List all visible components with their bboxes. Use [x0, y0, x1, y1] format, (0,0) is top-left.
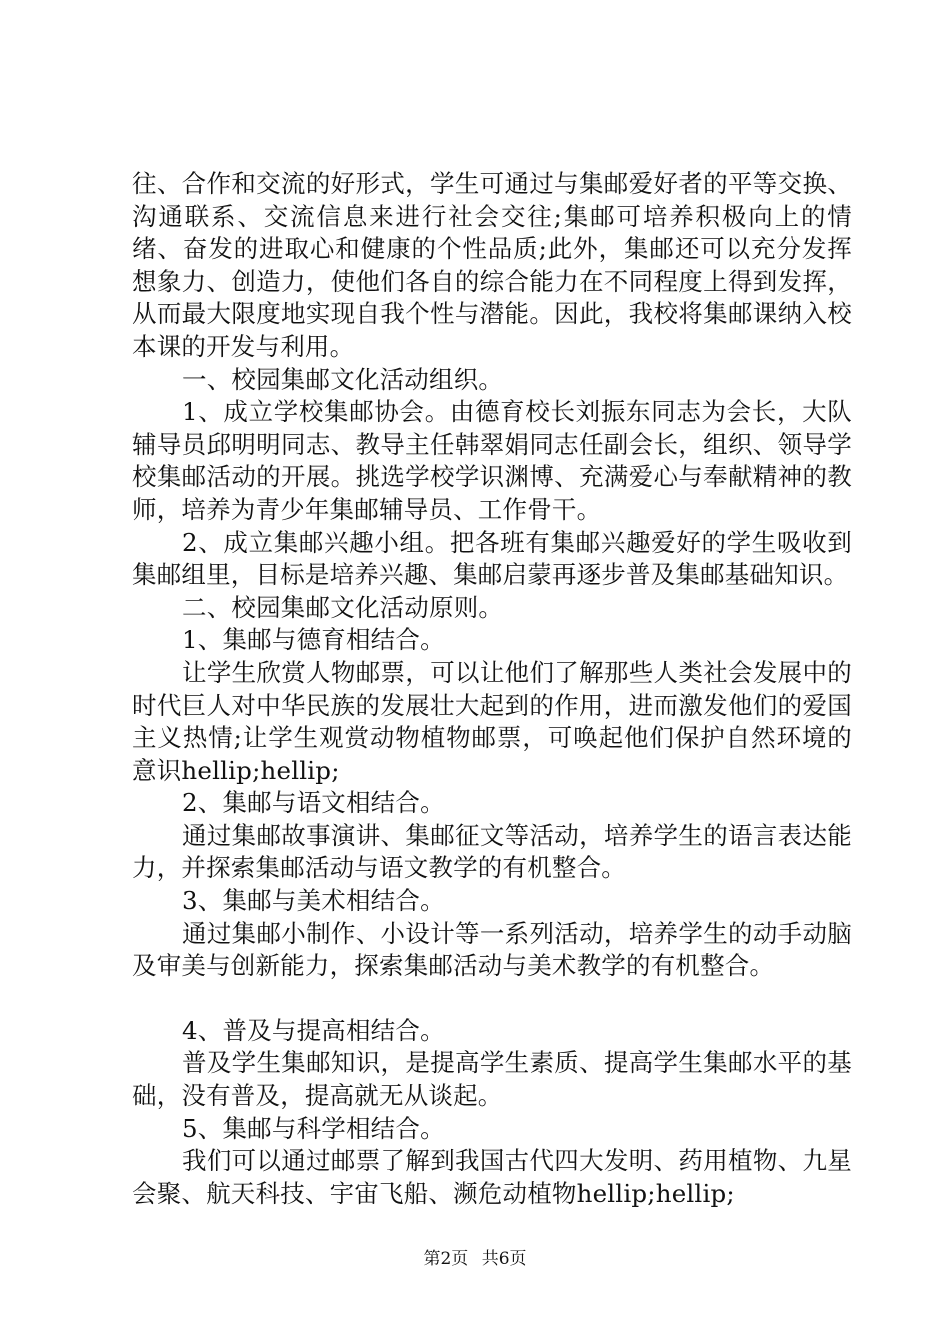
document-body	[132, 168, 852, 1210]
page-number-total: 共6页	[481, 1249, 527, 1269]
subheading-chinese: 2、集邮与语文相结合。	[182, 788, 445, 818]
paragraph-science: 我们可以通过邮票了解到我国古代四大发明、药用植物、九星会聚、航天科技、宇宙飞船、濒危动植物hellip;hellip;	[132, 1146, 852, 1208]
page-footer	[0, 1244, 950, 1269]
subheading-science: 5、集邮与科学相结合。	[182, 1113, 445, 1143]
paragraph-popularize: 普及学生集邮知识，是提高学生素质、提高学生集邮水平的基础，没有普及，提高就无从谈起。	[132, 1048, 852, 1111]
section-heading-principles: 二、校园集邮文化活动原则。	[182, 592, 504, 622]
subheading-popularize: 4、普及与提高相结合。	[182, 1015, 445, 1045]
section-heading-organization: 一、校园集邮文化活动组织。	[182, 364, 504, 394]
subheading-art: 3、集邮与美术相结合。	[182, 886, 445, 916]
paragraph-art: 通过集邮小制作、小设计等一系列活动，培养学生的动手动脑及审美与创新能力，探索集邮活动与美术教学的有机整合。	[132, 918, 852, 981]
page-number-current: 第2页	[423, 1249, 469, 1269]
subheading-moral: 1、集邮与德育相结合。	[182, 625, 445, 655]
paragraph-moral: 让学生欣赏人物邮票，可以让他们了解那些人类社会发展中的时代巨人对中华民族的发展壮大起到的作用，进而激发他们的爱国主义热情;让学生观赏动物植物邮票，可唤起他们保护自然环境的意识hellip;hellip;	[132, 657, 852, 785]
paragraph-association: 1、成立学校集邮协会。由德育校长刘振东同志为会长，大队辅导员邱明明同志、教导主任韩翠娟同志任副会长，组织、领导学校集邮活动的开展。挑选学校学识渊博、充满爱心与奉献精神的教师，培养为青少年集邮辅导员、工作骨干。	[132, 397, 852, 524]
paragraph-continuation: 往、合作和交流的好形式，学生可通过与集邮爱好者的平等交换、沟通联系、交流信息来进行社会交往;集邮可培养积极向上的情绪、奋发的进取心和健康的个性品质;此外，集邮还可以充分发挥想象力、创造力，使他们各自的综合能力在不同程度上得到发挥，从而最大限度地实现自我个性与潜能。因此，我校将集邮课纳入校本课的开发与利用。	[132, 169, 852, 361]
paragraph-chinese: 通过集邮故事演讲、集邮征文等活动，培养学生的语言表达能力，并探索集邮活动与语文教学的有机整合。	[132, 820, 852, 883]
paragraph-interest-group: 2、成立集邮兴趣小组。把各班有集邮兴趣爱好的学生吸收到集邮组里，目标是培养兴趣、集邮启蒙再逐步普及集邮基础知识。	[132, 527, 852, 590]
